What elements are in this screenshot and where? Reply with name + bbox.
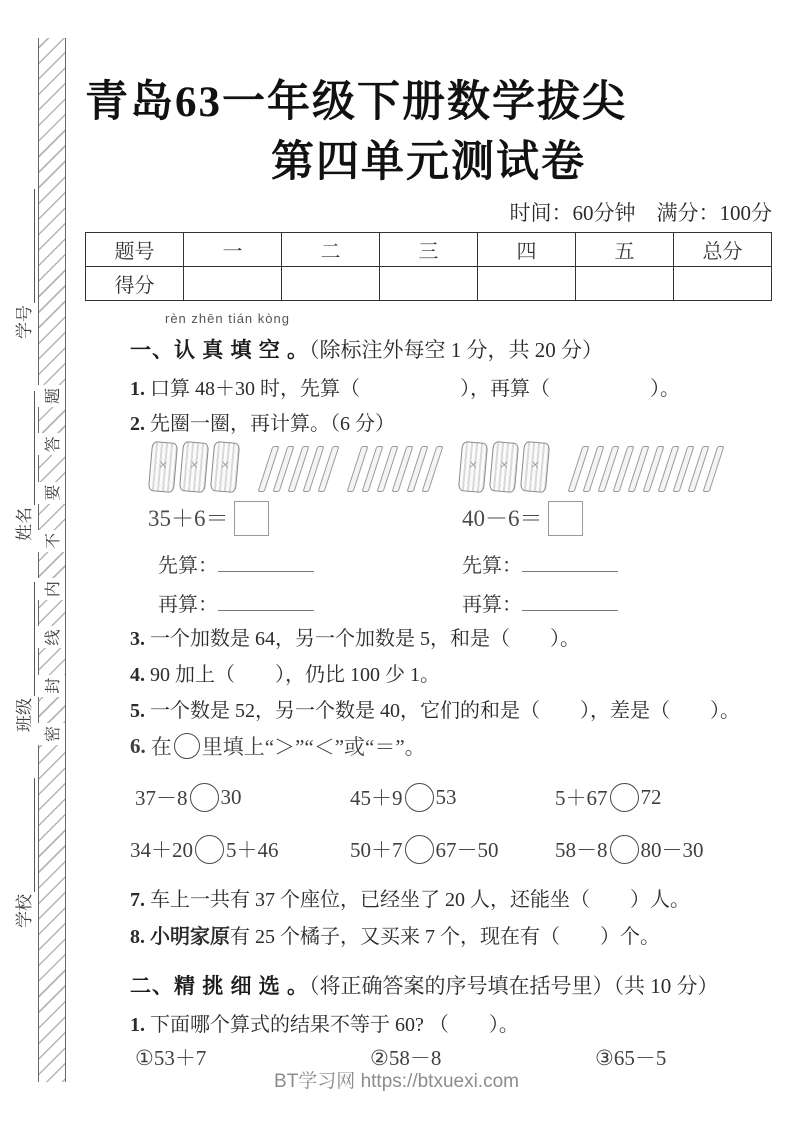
- score-cell-empty: [576, 267, 674, 301]
- compare-right: 67－50: [435, 838, 499, 862]
- question-6-suffix: 里填上“＞”“＜”或“＝”。: [201, 735, 426, 759]
- seal-char: 题: [38, 385, 65, 407]
- then-step-label: 再算：: [462, 594, 522, 616]
- name-blank: [14, 391, 35, 505]
- score-table-cell: 总分: [674, 233, 772, 267]
- question-2-number: 2.: [130, 413, 145, 435]
- seal-line-text: [38, 385, 64, 745]
- question-7-text: 车上一共有 37 个座位，已经坐了 20 人，还能坐（ ）人。: [150, 889, 690, 911]
- paper-title-line1: 青岛63一年级下册数学拔尖: [85, 79, 627, 126]
- write-in-blank: [218, 592, 314, 611]
- question-5: [130, 694, 740, 723]
- compare-item: [555, 834, 704, 864]
- compare-left: 50＋7: [350, 838, 403, 862]
- stick-bundle-icon: [210, 441, 240, 493]
- score-cell-empty: [380, 267, 478, 301]
- score-cell-empty: [674, 267, 772, 301]
- section2-title: 二、精 挑 细 选 。: [130, 974, 309, 998]
- student-id-field: [9, 189, 35, 339]
- seal-char: 答: [38, 433, 65, 455]
- compare-circle-icon: [190, 783, 219, 812]
- compare-right: 72: [640, 784, 662, 809]
- question-8-number: 8.: [130, 926, 145, 948]
- write-in-blank: [522, 553, 618, 572]
- question-2-text: 先圈一圈，再计算。（6 分）: [150, 413, 395, 435]
- compare-item: [350, 782, 457, 812]
- score-table-score-row: [86, 267, 772, 301]
- site-watermark: BT学习网 https://btxuexi.com: [274, 1071, 519, 1092]
- loose-sticks-group: [265, 446, 332, 492]
- section2-note: （将正确答案的序号填在括号里）（共 10 分）: [309, 974, 719, 998]
- score-table: [85, 232, 772, 301]
- answer-box: [234, 501, 269, 536]
- compare-circle-icon: [195, 835, 224, 864]
- compare-left: 45＋9: [350, 786, 403, 810]
- question-5-text: 一个数是 52，另一个数是 40，它们的和是（ ），差是（ ）。: [150, 700, 740, 722]
- compare-right: 80－30: [640, 838, 704, 862]
- section2-question-1-text: 下面哪个算式的结果不等于 60? （ ）。: [150, 1014, 519, 1036]
- option-2: ②58－8: [370, 1046, 442, 1070]
- compare-circle-icon: [610, 835, 639, 864]
- question-8-name: 小明家原: [150, 926, 230, 948]
- compare-circle-icon: [610, 783, 639, 812]
- seal-char: 不: [38, 530, 65, 552]
- option-1: ①53＋7: [135, 1046, 207, 1070]
- stick-bundle-icon: [458, 441, 488, 493]
- question-7: [130, 883, 690, 912]
- seal-char: 要: [38, 482, 65, 504]
- loose-sticks-group: [575, 446, 717, 492]
- question-4: [130, 658, 440, 687]
- score-table-header-row: [86, 233, 772, 267]
- seal-char: 内: [38, 578, 65, 600]
- score-table-cell: 题号: [86, 233, 184, 267]
- student-id-blank: [14, 189, 35, 303]
- section2-heading: [130, 970, 719, 1000]
- stick-bundle-icon: [520, 441, 550, 493]
- compare-right: 53: [435, 784, 457, 809]
- compare-left: 34＋20: [130, 838, 193, 862]
- compare-circle-icon: [405, 835, 434, 864]
- first-step-left: [158, 549, 314, 578]
- question-1-text: 口算 48＋30 时，先算（ ），再算（ ）。: [150, 378, 680, 400]
- class-blank: [14, 582, 35, 696]
- equation-left-text: 35＋6＝: [148, 506, 229, 531]
- seal-char: 封: [38, 675, 65, 697]
- question-5-number: 5.: [130, 700, 145, 722]
- first-step-right: [462, 549, 618, 578]
- score-cell-empty: [184, 267, 282, 301]
- score-cell-empty: [478, 267, 576, 301]
- then-step-label: 再算：: [158, 594, 218, 616]
- score-cell-empty: [282, 267, 380, 301]
- section2-question-1: [130, 1008, 519, 1037]
- score-table-cell: 五: [576, 233, 674, 267]
- option-3: ③65－5: [595, 1046, 667, 1070]
- score-row-label: 得分: [86, 267, 184, 301]
- question-6: [130, 731, 426, 761]
- equation-right: [462, 500, 583, 536]
- question-3-text: 一个加数是 64，另一个加数是 5，和是（ ）。: [150, 628, 580, 650]
- equation-left: [148, 500, 269, 536]
- score-table-cell: 一: [184, 233, 282, 267]
- compare-right: 5＋46: [226, 838, 279, 862]
- answer-box: [548, 501, 583, 536]
- question-1: [130, 372, 680, 401]
- score-table-cell: 二: [282, 233, 380, 267]
- section1-pinyin: rèn zhēn tián kòng: [165, 311, 290, 326]
- section2-question-1-number: 1.: [130, 1014, 145, 1036]
- question-4-number: 4.: [130, 664, 145, 686]
- stick-bundle-icon: [489, 441, 519, 493]
- stick-bundle-icon: [148, 441, 178, 493]
- sticks-figure-right: [460, 438, 717, 492]
- sticks-figure-left: [150, 438, 436, 492]
- paper-title-line2: 第四单元测试卷: [271, 139, 586, 186]
- question-6-prefix: 在: [150, 735, 172, 759]
- section1-heading: [130, 334, 603, 364]
- then-step-left: [158, 588, 314, 617]
- question-8: [130, 920, 660, 949]
- question-2: [130, 407, 395, 436]
- compare-item: [555, 782, 662, 812]
- compare-right: 30: [220, 784, 242, 809]
- school-blank: [14, 778, 35, 892]
- question-6-number: 6.: [130, 733, 146, 758]
- score-table-cell: 三: [380, 233, 478, 267]
- question-4-text: 90 加上（ ），仍比 100 少 1。: [150, 664, 440, 686]
- then-step-right: [462, 588, 618, 617]
- school-field: [9, 778, 35, 928]
- section1-title: 一、认 真 填 空 。: [130, 338, 309, 362]
- compare-left: 58－8: [555, 838, 608, 862]
- seal-char: 线: [38, 626, 65, 648]
- compare-left: 37－8: [135, 786, 188, 810]
- stick-bundle-icon: [179, 441, 209, 493]
- compare-circle-icon: [405, 783, 434, 812]
- loose-sticks-group: [354, 446, 436, 492]
- question-8-text: 有 25 个橘子，又买来 7 个，现在有（ ）个。: [230, 926, 660, 948]
- first-step-label: 先算：: [462, 555, 522, 577]
- question-7-number: 7.: [130, 889, 145, 911]
- section1-note: （除标注外每空 1 分，共 20 分）: [309, 338, 603, 362]
- time-and-score-info: 时间：60分钟 满分：100分: [509, 201, 772, 225]
- write-in-blank: [218, 553, 314, 572]
- compare-item: [130, 834, 279, 864]
- name-label: 姓名: [15, 507, 34, 541]
- question-3: [130, 622, 580, 651]
- write-in-blank: [522, 592, 618, 611]
- compare-circle-icon: [174, 733, 200, 759]
- class-field: [9, 582, 35, 732]
- seal-char: 密: [38, 723, 65, 745]
- equation-right-text: 40－6＝: [462, 506, 543, 531]
- compare-item: [350, 834, 499, 864]
- score-table-cell: 四: [478, 233, 576, 267]
- student-id-label: 学号: [15, 305, 34, 339]
- question-3-number: 3.: [130, 628, 145, 650]
- compare-item: [135, 782, 242, 812]
- first-step-label: 先算：: [158, 555, 218, 577]
- class-label: 班级: [15, 698, 34, 732]
- school-label: 学校: [15, 894, 34, 928]
- compare-left: 5＋67: [555, 786, 608, 810]
- question-1-number: 1.: [130, 378, 145, 400]
- name-field: [9, 391, 35, 541]
